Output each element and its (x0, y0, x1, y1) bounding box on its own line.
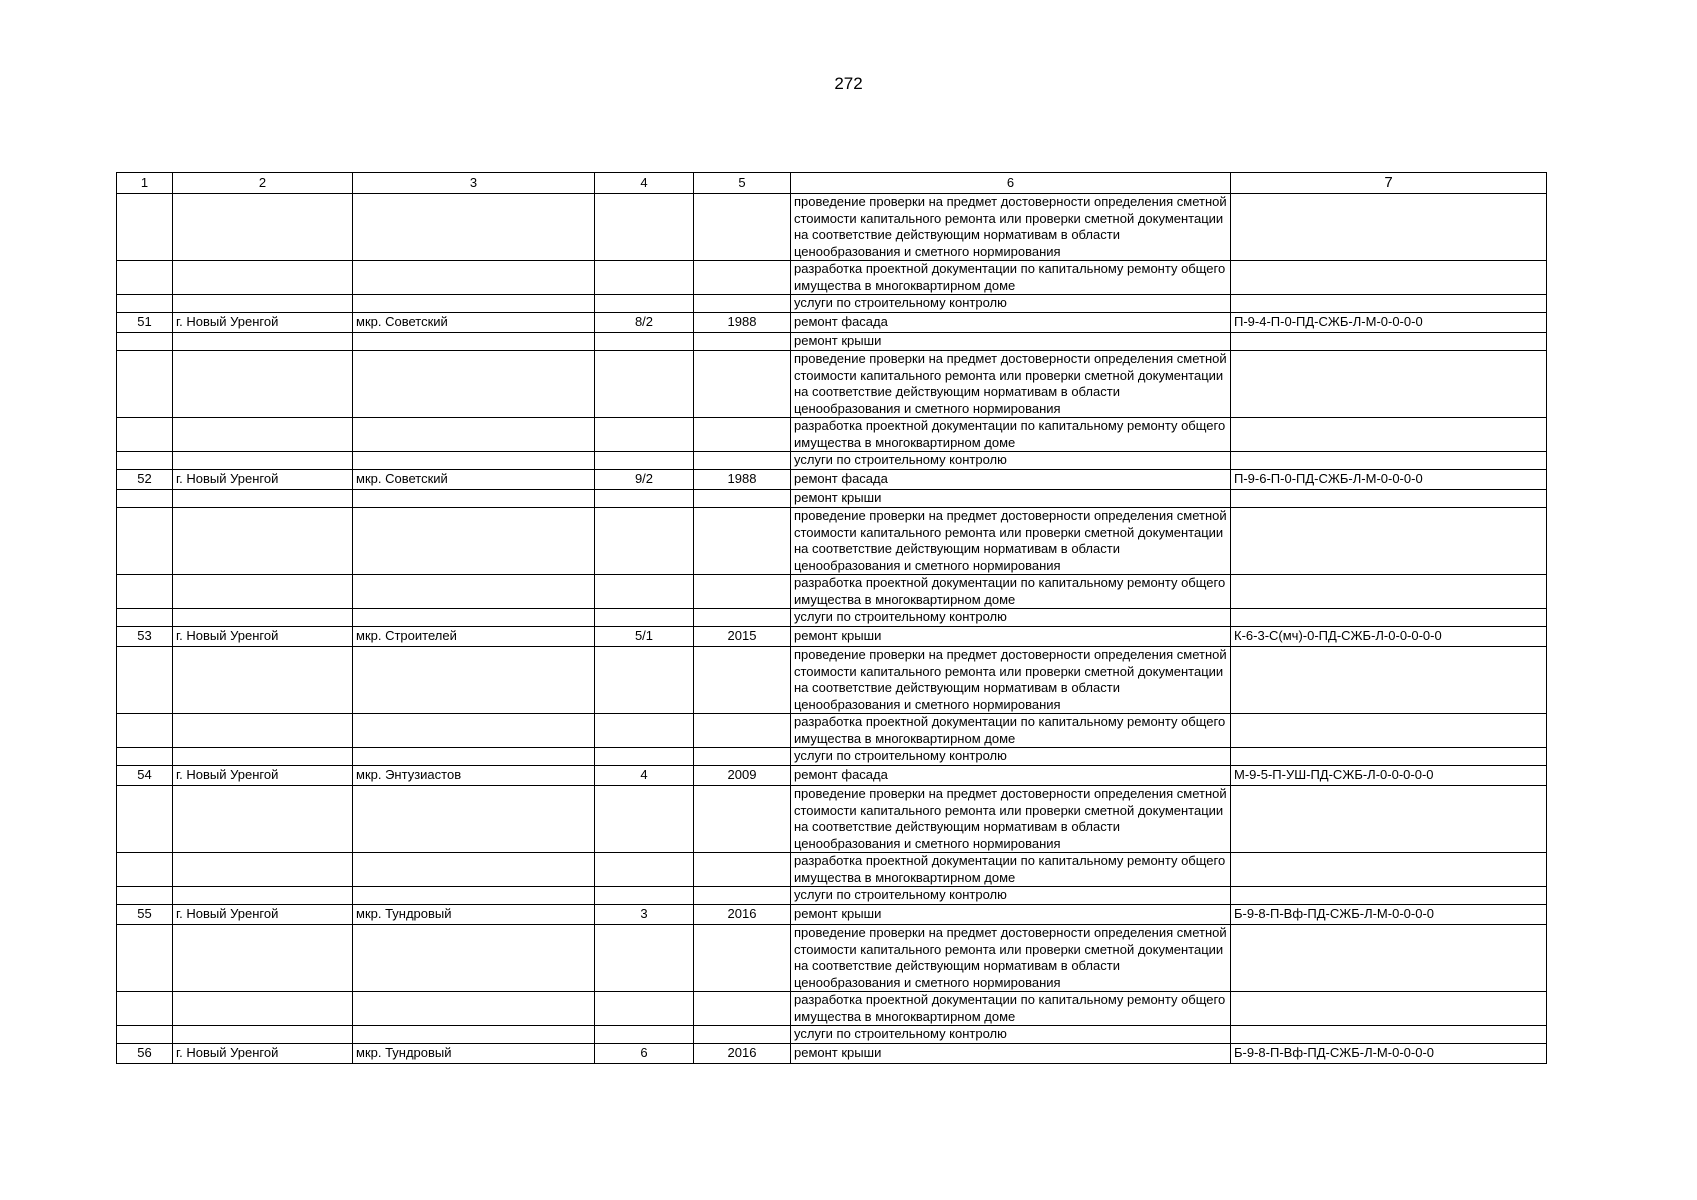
row-work-type: услуги по строительному контролю (791, 887, 1231, 905)
row-code (1231, 925, 1547, 992)
row-code (1231, 786, 1547, 853)
row-year (694, 748, 791, 766)
table-row (117, 853, 1547, 887)
column-header: 6 (791, 173, 1231, 194)
row-code (1231, 295, 1547, 313)
row-code (1231, 508, 1547, 575)
row-work-type: проведение проверки на предмет достоверности определения сметной стоимости капитального ремонта или проверки сметной документации на соответствие действующим нормативам в области ценообразования и сметного нормирования (791, 786, 1231, 853)
row-year (694, 1026, 791, 1044)
row-number (117, 647, 173, 714)
row-number (117, 418, 173, 452)
row-code: М-9-5-П-УШ-ПД-СЖБ-Л-0-0-0-0-0 (1231, 766, 1547, 786)
row-year (694, 609, 791, 627)
row-year (694, 925, 791, 992)
column-header: 2 (173, 173, 353, 194)
row-work-type: разработка проектной документации по капитальному ремонту общего имущества в многоквартирном доме (791, 418, 1231, 452)
table-row (117, 194, 1547, 261)
row-house-number (595, 992, 694, 1026)
row-code (1231, 575, 1547, 609)
row-number (117, 194, 173, 261)
row-work-type: проведение проверки на предмет достоверности определения сметной стоимости капитального ремонта или проверки сметной документации на соответствие действующим нормативам в области ценообразования и сметного нормирования (791, 194, 1231, 261)
row-number (117, 925, 173, 992)
row-house-number (595, 508, 694, 575)
row-city (173, 575, 353, 609)
row-city (173, 786, 353, 853)
row-city (173, 609, 353, 627)
row-house-number: 3 (595, 905, 694, 925)
row-code (1231, 333, 1547, 351)
row-number (117, 609, 173, 627)
row-city (173, 1026, 353, 1044)
table-row (117, 470, 1547, 490)
row-work-type: проведение проверки на предмет достоверности определения сметной стоимости капитального ремонта или проверки сметной документации на соответствие действующим нормативам в области ценообразования и сметного нормирования (791, 508, 1231, 575)
row-number (117, 575, 173, 609)
row-house-number (595, 194, 694, 261)
table-row (117, 508, 1547, 575)
row-house-number (595, 490, 694, 508)
row-number: 56 (117, 1044, 173, 1064)
row-number: 52 (117, 470, 173, 490)
row-number (117, 295, 173, 313)
row-work-type: ремонт крыши (791, 627, 1231, 647)
table-row (117, 647, 1547, 714)
row-city (173, 647, 353, 714)
row-number (117, 261, 173, 295)
row-number (117, 333, 173, 351)
column-header: 5 (694, 173, 791, 194)
row-city (173, 887, 353, 905)
row-street: мкр. Тундровый (353, 1044, 595, 1064)
row-street (353, 853, 595, 887)
row-city (173, 333, 353, 351)
row-number (117, 490, 173, 508)
row-street (353, 418, 595, 452)
row-code (1231, 1026, 1547, 1044)
row-work-type: проведение проверки на предмет достоверности определения сметной стоимости капитального ремонта или проверки сметной документации на соответствие действующим нормативам в области ценообразования и сметного нормирования (791, 351, 1231, 418)
row-number (117, 508, 173, 575)
row-city (173, 714, 353, 748)
row-house-number (595, 925, 694, 992)
row-street (353, 333, 595, 351)
row-city (173, 508, 353, 575)
row-work-type: ремонт фасада (791, 470, 1231, 490)
row-work-type: услуги по строительному контролю (791, 295, 1231, 313)
row-year: 1988 (694, 313, 791, 333)
table-row (117, 295, 1547, 313)
row-street: мкр. Советский (353, 313, 595, 333)
row-code (1231, 647, 1547, 714)
row-house-number (595, 853, 694, 887)
column-header: 7 (1231, 173, 1547, 194)
row-work-type: проведение проверки на предмет достоверности определения сметной стоимости капитального ремонта или проверки сметной документации на соответствие действующим нормативам в области ценообразования и сметного нормирования (791, 647, 1231, 714)
row-year (694, 418, 791, 452)
row-work-type: ремонт фасада (791, 313, 1231, 333)
row-house-number: 4 (595, 766, 694, 786)
table-row (117, 418, 1547, 452)
row-street (353, 194, 595, 261)
row-code (1231, 194, 1547, 261)
row-street (353, 1026, 595, 1044)
row-number: 55 (117, 905, 173, 925)
capital-repair-table (116, 172, 1547, 1064)
row-city (173, 194, 353, 261)
row-city: г. Новый Уренгой (173, 313, 353, 333)
row-code: П-9-6-П-0-ПД-СЖБ-Л-М-0-0-0-0 (1231, 470, 1547, 490)
row-work-type: услуги по строительному контролю (791, 1026, 1231, 1044)
row-year (694, 194, 791, 261)
row-city (173, 261, 353, 295)
row-year (694, 351, 791, 418)
table-row (117, 786, 1547, 853)
row-work-type: проведение проверки на предмет достоверности определения сметной стоимости капитального ремонта или проверки сметной документации на соответствие действующим нормативам в области ценообразования и сметного нормирования (791, 925, 1231, 992)
table-row (117, 351, 1547, 418)
row-house-number (595, 418, 694, 452)
table-row (117, 1026, 1547, 1044)
row-number: 54 (117, 766, 173, 786)
row-year (694, 992, 791, 1026)
table-body (117, 194, 1547, 1064)
row-house-number (595, 333, 694, 351)
row-year (694, 490, 791, 508)
row-work-type: услуги по строительному контролю (791, 748, 1231, 766)
row-number (117, 351, 173, 418)
row-house-number (595, 647, 694, 714)
row-year (694, 786, 791, 853)
row-city (173, 351, 353, 418)
row-code (1231, 452, 1547, 470)
row-street: мкр. Энтузиастов (353, 766, 595, 786)
row-house-number: 6 (595, 1044, 694, 1064)
row-year (694, 575, 791, 609)
row-street: мкр. Советский (353, 470, 595, 490)
row-code (1231, 351, 1547, 418)
table-row (117, 766, 1547, 786)
row-work-type: разработка проектной документации по капитальному ремонту общего имущества в многоквартирном доме (791, 261, 1231, 295)
row-city (173, 452, 353, 470)
row-city: г. Новый Уренгой (173, 627, 353, 647)
row-number: 53 (117, 627, 173, 647)
row-city (173, 853, 353, 887)
row-code (1231, 887, 1547, 905)
row-street (353, 295, 595, 313)
row-street (353, 925, 595, 992)
row-city: г. Новый Уренгой (173, 766, 353, 786)
row-code (1231, 714, 1547, 748)
row-house-number: 5/1 (595, 627, 694, 647)
table-row (117, 490, 1547, 508)
row-year (694, 647, 791, 714)
column-header: 3 (353, 173, 595, 194)
row-code: К-6-3-С(мч)-0-ПД-СЖБ-Л-0-0-0-0-0 (1231, 627, 1547, 647)
row-code: Б-9-8-П-Вф-ПД-СЖБ-Л-М-0-0-0-0 (1231, 1044, 1547, 1064)
row-city: г. Новый Уренгой (173, 470, 353, 490)
row-city (173, 490, 353, 508)
row-year (694, 452, 791, 470)
row-street (353, 714, 595, 748)
row-number (117, 887, 173, 905)
row-code (1231, 418, 1547, 452)
row-house-number: 8/2 (595, 313, 694, 333)
row-year: 2016 (694, 1044, 791, 1064)
row-street: мкр. Строителей (353, 627, 595, 647)
row-code: Б-9-8-П-Вф-ПД-СЖБ-Л-М-0-0-0-0 (1231, 905, 1547, 925)
row-number (117, 748, 173, 766)
column-header: 4 (595, 173, 694, 194)
row-year (694, 333, 791, 351)
row-work-type: ремонт крыши (791, 905, 1231, 925)
row-city (173, 992, 353, 1026)
row-house-number (595, 714, 694, 748)
row-house-number: 9/2 (595, 470, 694, 490)
table-row (117, 714, 1547, 748)
row-house-number (595, 786, 694, 853)
row-year (694, 887, 791, 905)
row-house-number (595, 295, 694, 313)
row-number (117, 853, 173, 887)
table-row (117, 627, 1547, 647)
row-number (117, 1026, 173, 1044)
row-street (353, 261, 595, 295)
row-house-number (595, 575, 694, 609)
row-year (694, 714, 791, 748)
row-city: г. Новый Уренгой (173, 905, 353, 925)
row-street (353, 748, 595, 766)
row-year (694, 853, 791, 887)
table-row (117, 261, 1547, 295)
table-row (117, 333, 1547, 351)
row-work-type: услуги по строительному контролю (791, 609, 1231, 627)
row-house-number (595, 609, 694, 627)
row-work-type: разработка проектной документации по капитальному ремонту общего имущества в многоквартирном доме (791, 575, 1231, 609)
row-city: г. Новый Уренгой (173, 1044, 353, 1064)
row-work-type: разработка проектной документации по капитальному ремонту общего имущества в многоквартирном доме (791, 714, 1231, 748)
row-year: 2009 (694, 766, 791, 786)
table-row (117, 609, 1547, 627)
row-work-type: ремонт крыши (791, 1044, 1231, 1064)
row-house-number (595, 1026, 694, 1044)
row-street (353, 887, 595, 905)
table-row (117, 452, 1547, 470)
row-code (1231, 853, 1547, 887)
header-row (117, 173, 1547, 194)
row-number (117, 714, 173, 748)
row-work-type: ремонт крыши (791, 490, 1231, 508)
row-code (1231, 992, 1547, 1026)
row-code (1231, 748, 1547, 766)
row-code (1231, 490, 1547, 508)
row-street: мкр. Тундровый (353, 905, 595, 925)
row-street (353, 992, 595, 1026)
row-street (353, 609, 595, 627)
row-city (173, 925, 353, 992)
row-house-number (595, 452, 694, 470)
table-row (117, 1044, 1547, 1064)
table-row (117, 313, 1547, 333)
row-number (117, 992, 173, 1026)
row-work-type: ремонт фасада (791, 766, 1231, 786)
table-row (117, 887, 1547, 905)
row-street (353, 508, 595, 575)
row-code: П-9-4-П-0-ПД-СЖБ-Л-М-0-0-0-0 (1231, 313, 1547, 333)
row-street (353, 786, 595, 853)
row-work-type: услуги по строительному контролю (791, 452, 1231, 470)
row-year: 1988 (694, 470, 791, 490)
row-number (117, 786, 173, 853)
row-street (353, 490, 595, 508)
row-house-number (595, 351, 694, 418)
page-number: 272 (834, 74, 863, 93)
row-year: 2016 (694, 905, 791, 925)
row-city (173, 748, 353, 766)
row-street (353, 575, 595, 609)
row-work-type: разработка проектной документации по капитальному ремонту общего имущества в многоквартирном доме (791, 853, 1231, 887)
row-street (353, 351, 595, 418)
column-header: 1 (117, 173, 173, 194)
row-code (1231, 609, 1547, 627)
table-row (117, 575, 1547, 609)
row-code (1231, 261, 1547, 295)
row-number: 51 (117, 313, 173, 333)
row-house-number (595, 887, 694, 905)
row-city (173, 418, 353, 452)
table-row (117, 905, 1547, 925)
row-year (694, 295, 791, 313)
row-work-type: ремонт крыши (791, 333, 1231, 351)
row-house-number (595, 748, 694, 766)
row-year: 2015 (694, 627, 791, 647)
table-row (117, 925, 1547, 992)
row-house-number (595, 261, 694, 295)
row-year (694, 261, 791, 295)
row-street (353, 452, 595, 470)
row-city (173, 295, 353, 313)
row-number (117, 452, 173, 470)
row-work-type: разработка проектной документации по капитальному ремонту общего имущества в многоквартирном доме (791, 992, 1231, 1026)
table-row (117, 992, 1547, 1026)
row-street (353, 647, 595, 714)
row-year (694, 508, 791, 575)
table-row (117, 748, 1547, 766)
